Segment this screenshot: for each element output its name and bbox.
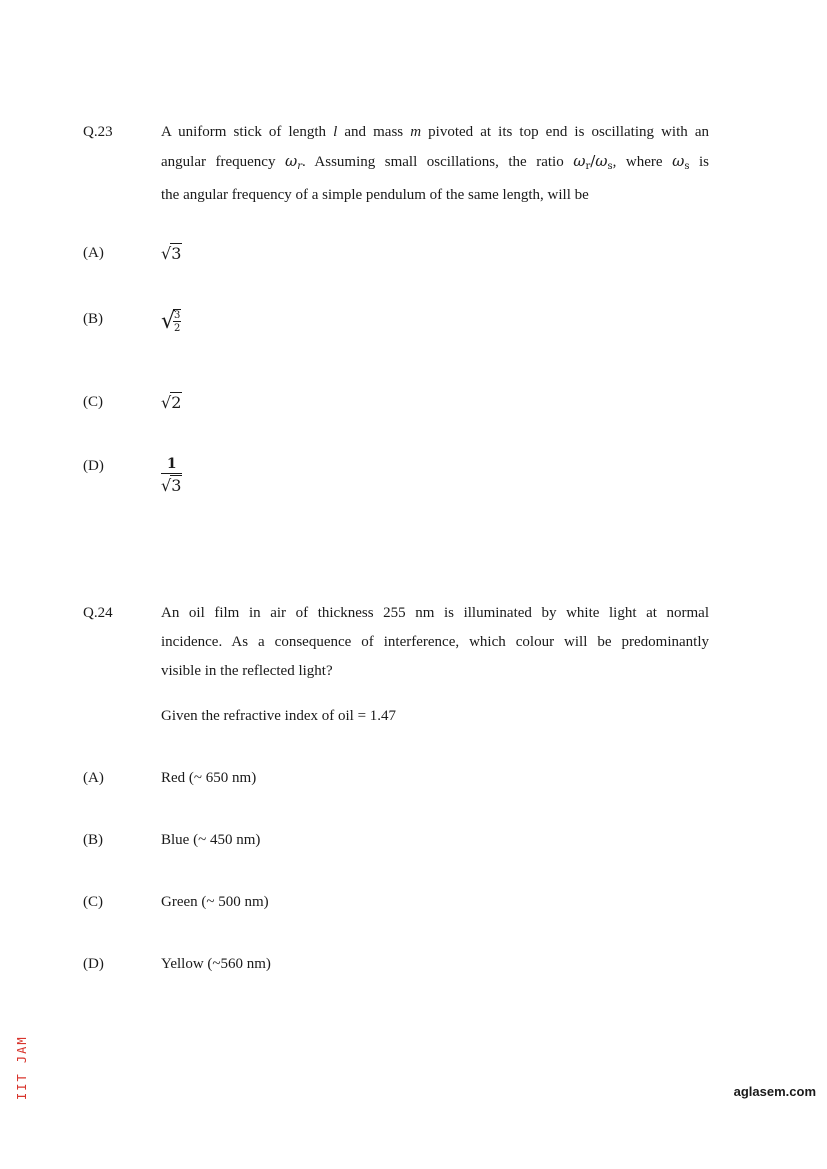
omega-s: [672, 152, 689, 170]
var-l: l: [333, 124, 338, 140]
question-number-23: Q.23: [83, 124, 113, 140]
option-label-d: (D): [83, 458, 104, 474]
subscript-r: r: [585, 161, 591, 172]
omega-symbol: ω: [284, 152, 298, 170]
numerator: 1: [161, 456, 182, 474]
q23-text-1: A uniform stick of length: [161, 124, 327, 140]
radicand: 3: [171, 476, 182, 495]
q23-text-3: the angular frequency of a simple pendulum of the same length, will be: [161, 187, 589, 203]
option-label-b: (B): [83, 832, 103, 848]
q23-text-1b: and mass: [344, 124, 404, 140]
question-number-24: Q.24: [83, 605, 113, 621]
option-label-a: (A): [83, 770, 104, 786]
omega-symbol: ω: [573, 152, 586, 170]
option-c-value[interactable]: [161, 392, 182, 413]
var-m: m: [410, 124, 422, 140]
q24-text-2: incidence. As a consequence of interference, which colour will be predominantly: [161, 634, 709, 650]
question-24-text: [161, 599, 709, 686]
sqrt-symbol: √: [161, 309, 176, 334]
ratio-slash: /: [590, 152, 596, 170]
sqrt-symbol: √3: [161, 476, 182, 495]
subscript-r: r: [297, 161, 302, 172]
q24-text-1: An oil film in air of thickness 255 nm is illuminated by white light at normal: [161, 605, 709, 621]
option-a-value[interactable]: [161, 243, 182, 264]
q23-text-2b: . Assuming small oscillations, the ratio: [301, 154, 564, 170]
omega-symbol: ω: [672, 152, 685, 170]
omega-r: [285, 152, 302, 170]
sqrt-symbol: √3: [161, 244, 182, 263]
option-a-text[interactable]: Red (~ 650 nm): [161, 770, 257, 786]
q23-text-2c: , where: [612, 154, 663, 170]
sqrt-symbol: √2: [161, 393, 182, 412]
question-23-text: [161, 118, 709, 210]
q24-text-3: visible in the reflected light?: [161, 663, 333, 679]
option-c-text[interactable]: Green (~ 500 nm): [161, 894, 269, 910]
given-refractive-index: Given the refractive index of oil = 1.47: [161, 708, 397, 724]
subscript-s: s: [684, 161, 690, 172]
q23-text-2a: angular frequency: [161, 154, 276, 170]
brand-watermark[interactable]: aglasem.com: [733, 1084, 816, 1099]
fraction: [161, 456, 182, 495]
numerator: 3: [174, 310, 181, 321]
denominator: 2: [174, 323, 181, 334]
ratio: [573, 152, 612, 170]
radicand: 3: [171, 244, 182, 263]
option-label-c: (C): [83, 394, 103, 410]
radicand: 2: [171, 393, 182, 412]
option-label-a: (A): [83, 245, 104, 261]
option-d-value[interactable]: [161, 456, 182, 495]
sidebar-watermark: IIT JAM: [15, 1035, 29, 1100]
q23-text-2d: is: [698, 154, 709, 170]
sqrt-overline: [173, 309, 181, 334]
option-b-text[interactable]: Blue (~ 450 nm): [161, 832, 261, 848]
option-b-value[interactable]: [161, 309, 181, 334]
q23-text-1c: pivoted at its top end is oscillating with an: [428, 124, 710, 140]
option-label-d: (D): [83, 956, 104, 972]
option-d-text[interactable]: Yellow (~560 nm): [161, 956, 271, 972]
option-label-c: (C): [83, 894, 103, 910]
option-label-b: (B): [83, 311, 103, 327]
subscript-s: s: [607, 161, 613, 172]
fraction: [173, 310, 181, 334]
omega-symbol: ω: [595, 152, 608, 170]
